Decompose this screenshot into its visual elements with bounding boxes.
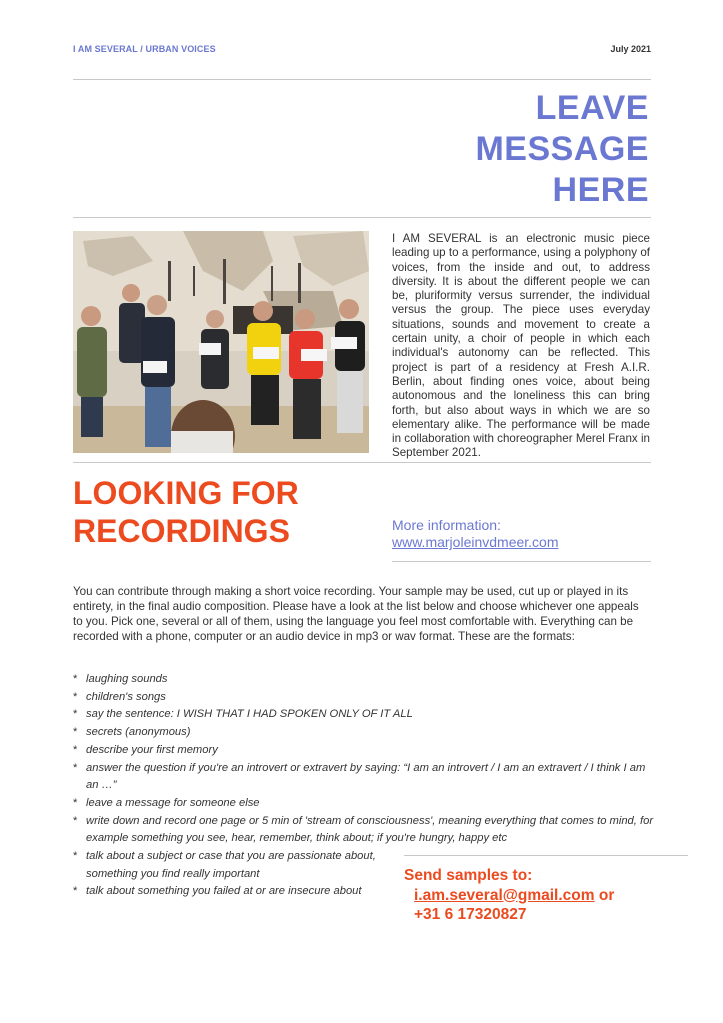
intro-paragraph: You can contribute through making a short voice recording. Your sample may be used, cut up or played in its entirety, in the final audio composition. Please have a look at the list below and choose whichever one appeals to you. Pick one, several or all of them, using the language you feel most comfortable with. Everything can be recorded with a phone, computer or an audio device in mp3 or wav format. These are the formats:	[73, 585, 639, 643]
list-item-text: laughing sounds	[86, 673, 168, 685]
performers-photo	[73, 231, 369, 453]
phone-number: +31 6 17320827	[414, 906, 527, 923]
list-item-text: describe your first memory	[86, 743, 218, 756]
list-item-text: secrets (anonymous)	[86, 726, 191, 739]
page-title-line: MESSAGE	[475, 130, 649, 168]
bullet: *	[73, 814, 78, 827]
bullet: *	[73, 796, 78, 809]
looking-heading	[73, 474, 299, 550]
list-item-text: talk about something you failed at or are insecure about	[86, 885, 362, 898]
list-item-text: answer the question if you're an introvert or extravert by saying: “I am an introvert / I am an extravert / I think I am an …”	[86, 761, 646, 792]
list-item	[73, 795, 653, 813]
email-link[interactable]: i.am.several@gmail.com	[414, 886, 595, 904]
divider	[73, 217, 651, 218]
divider	[73, 462, 651, 463]
list-item	[73, 706, 653, 724]
more-info-label: More information:	[392, 517, 501, 533]
bullet: *	[73, 673, 78, 685]
header-date: July 2021	[610, 44, 651, 54]
send-samples	[404, 866, 614, 925]
looking-heading-line: LOOKING FOR	[73, 475, 299, 511]
website-link[interactable]: www.marjoleinvdmeer.com	[392, 534, 559, 550]
list-item	[73, 813, 661, 848]
bullet: *	[73, 761, 78, 774]
send-label: Send samples to:	[404, 867, 533, 884]
list-item-text: leave a message for someone else	[86, 796, 260, 809]
bullet: *	[73, 708, 78, 721]
list-item-text: write down and record one page or 5 min of 'stream of consciousness', meaning everything that comes to mind, for example something you see, hear, remember, think about; if you're hungry, happy etc	[86, 814, 654, 845]
divider	[392, 561, 651, 562]
page-title-line: HERE	[552, 171, 649, 209]
header-title: I AM SEVERAL / URBAN VOICES	[73, 44, 216, 54]
send-or: or	[594, 886, 615, 904]
list-item-text: children's songs	[86, 690, 166, 703]
more-info	[392, 517, 559, 551]
list-item-text: talk about a subject or case that you are passionate about, something you find really important	[86, 850, 376, 880]
list-item	[73, 689, 653, 707]
bullet: *	[73, 690, 78, 703]
looking-heading-line: RECORDINGS	[73, 513, 290, 549]
divider	[404, 855, 688, 856]
bullet: *	[73, 850, 78, 863]
list-item	[73, 724, 653, 742]
list-item	[73, 671, 653, 689]
list-item	[73, 848, 391, 883]
divider	[73, 79, 651, 80]
bullet: *	[73, 885, 78, 898]
list-item-text: say the sentence: I WISH THAT I HAD SPOKEN ONLY OF IT ALL	[86, 708, 413, 721]
bullet: *	[73, 726, 78, 739]
page-title	[475, 88, 649, 211]
send-email-line	[404, 886, 614, 906]
project-description: I AM SEVERAL is an electronic music piece leading up to a performance, using a polyphony of voices, from the inside and out, to address diversity. It is about the different people we can be, pluriformity versus surrender, the individual versus the group. The piece uses everyday situations, sounds and movement to create a certain unity, a choir of people in which each individual's autonomy can be reflected. This project is part of a residency at Fresh A.I.R. Berlin, about finding ones voice, about being autonomous and the loneliness this can bring forth, but also about ways in which we are so elementary alike. The performance will be made in collaboration with choreographer Merel Franx in September 2021.	[392, 232, 650, 460]
page-title-line: LEAVE	[535, 89, 649, 127]
list-item	[73, 742, 653, 760]
list-item	[73, 760, 656, 795]
bullet: *	[73, 743, 78, 756]
